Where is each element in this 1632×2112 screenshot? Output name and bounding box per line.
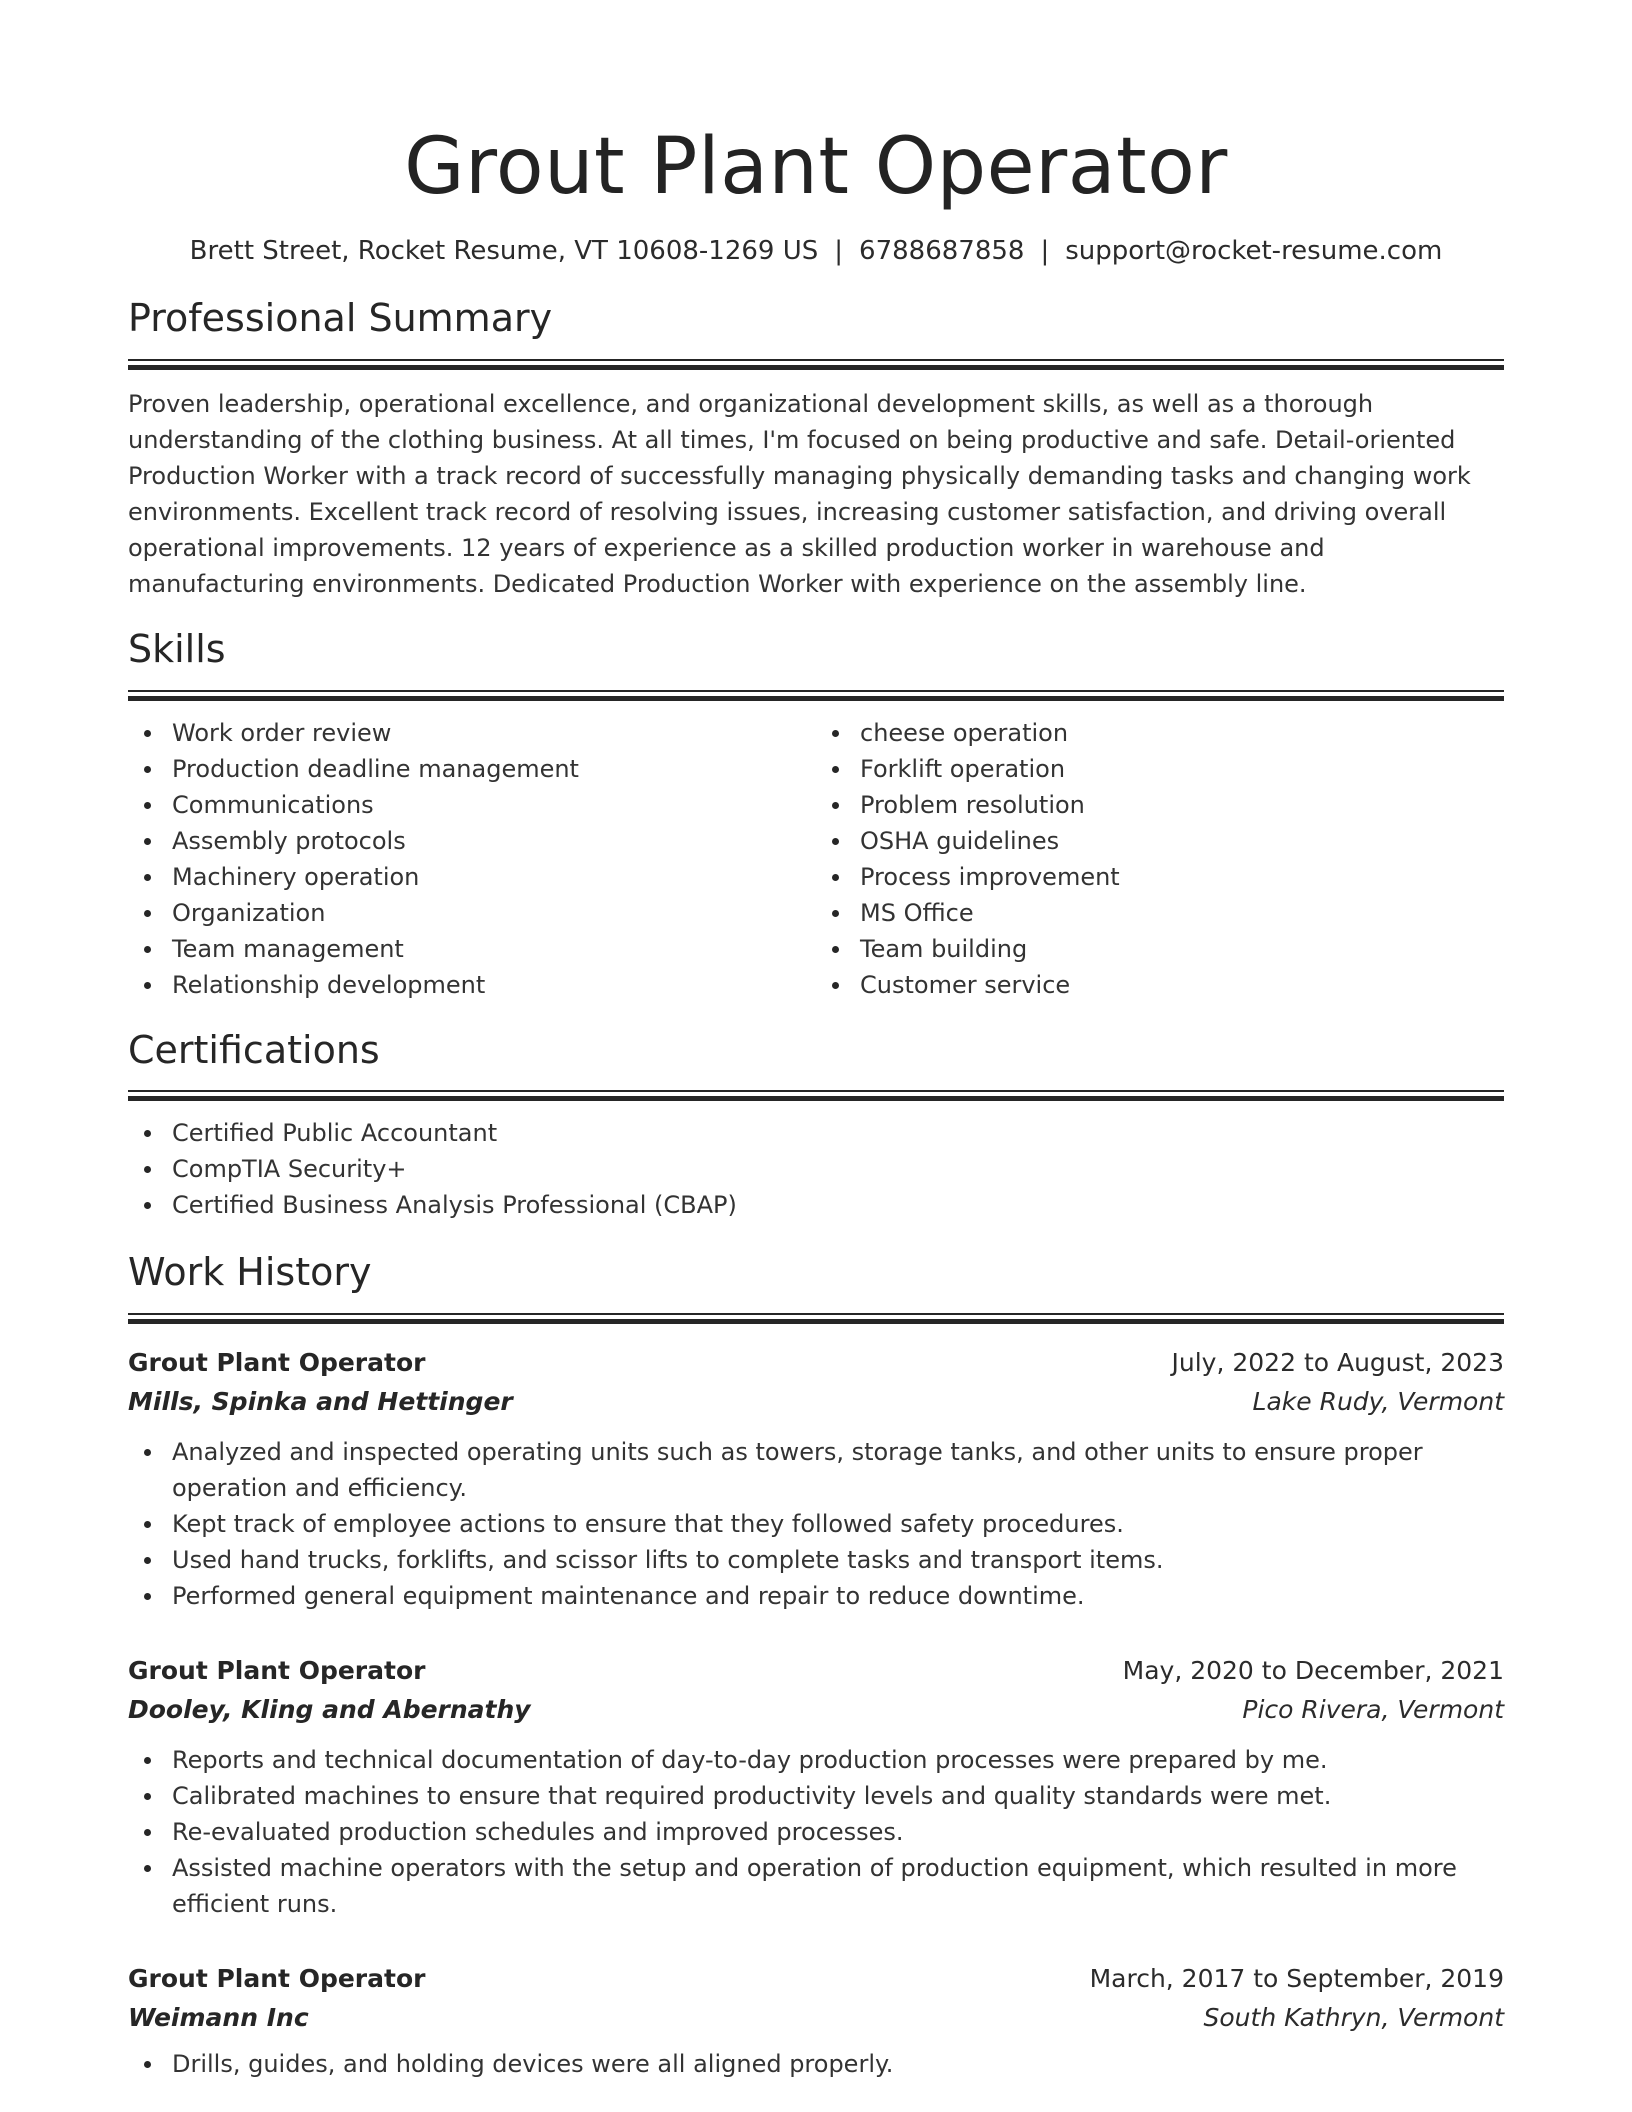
summary-heading: Professional Summary [128, 296, 553, 341]
skill-item: Machinery operation [128, 859, 816, 895]
job-duty-item: Re-evaluated production schedules and improved processes. [128, 1814, 1504, 1850]
certifications-list [128, 1115, 1504, 1223]
skill-item: MS Office [816, 895, 1504, 931]
skill-item: Communications [128, 787, 816, 823]
certification-item: CompTIA Security+ [128, 1151, 1504, 1187]
job-title: Grout Plant Operator [128, 1655, 426, 1685]
job-company-row [128, 1690, 1504, 1730]
contact-separator: | [1040, 236, 1050, 266]
job-dates: May, 2020 to December, 2021 [1122, 1655, 1504, 1685]
job-company-row [128, 1998, 1504, 2038]
contact-email: support@rocket-resume.com [1065, 236, 1443, 266]
contact-phone: 6788687858 [859, 236, 1025, 266]
job-location: Lake Rudy, Vermont [1252, 1386, 1504, 1416]
skills-grid [128, 715, 1504, 1003]
job-header-row [128, 1960, 1504, 1998]
job-header-row [128, 1652, 1504, 1690]
work-history-heading: Work History [128, 1250, 372, 1295]
section-divider [128, 690, 1504, 701]
job-location: Pico Rivera, Vermont [1242, 1694, 1504, 1724]
certifications-heading: Certifications [128, 1027, 380, 1072]
job-duty-item: Reports and technical documentation of day-to-day production processes were prepared by me. [128, 1742, 1504, 1778]
job-duty-item: Assisted machine operators with the setup and operation of production equipment, which resulted in more efficient runs. [128, 1850, 1504, 1922]
skill-item: Team management [128, 931, 816, 967]
job-duties-list [128, 2046, 1504, 2082]
skills-list-left [128, 715, 816, 1003]
job-header-row [128, 1344, 1504, 1382]
job-duty-item: Calibrated machines to ensure that required productivity levels and quality standards were met. [128, 1778, 1504, 1814]
skill-item: Production deadline management [128, 751, 816, 787]
job-duty-item: Analyzed and inspected operating units such as towers, storage tanks, and other units to ensure proper operation and efficiency. [128, 1434, 1504, 1506]
work-history-section [128, 1251, 1504, 2082]
summary-section [128, 297, 1504, 602]
page-title: Grout Plant Operator [404, 122, 1228, 212]
contact-address: Brett Street, Rocket Resume, VT 10608-1269 US [189, 236, 819, 266]
skill-item: OSHA guidelines [816, 823, 1504, 859]
job-duties-list [128, 1742, 1504, 1922]
skill-item: Team building [816, 931, 1504, 967]
skills-list-right [816, 715, 1504, 1003]
section-divider [128, 1090, 1504, 1101]
skill-item: Customer service [816, 967, 1504, 1003]
certification-item: Certified Public Accountant [128, 1115, 1504, 1151]
job-duty-item: Performed general equipment maintenance and repair to reduce downtime. [128, 1578, 1504, 1614]
job-dates: July, 2022 to August, 2023 [1171, 1347, 1504, 1377]
job-duty-item: Drills, guides, and holding devices were all aligned properly. [128, 2046, 1504, 2082]
section-divider [128, 1313, 1504, 1324]
job-duties-list [128, 1434, 1504, 1614]
job-location: South Kathryn, Vermont [1203, 2002, 1504, 2032]
skill-item: Process improvement [816, 859, 1504, 895]
skill-item: Relationship development [128, 967, 816, 1003]
job-title: Grout Plant Operator [128, 1963, 426, 1993]
contact-line [128, 236, 1504, 267]
job-company: Dooley, Kling and Abernathy [128, 1694, 531, 1724]
certifications-section [128, 1029, 1504, 1224]
job-company: Mills, Spinka and Hettinger [128, 1386, 513, 1416]
summary-text: Proven leadership, operational excellence, and organizational development skills, as well as a thorough understanding of the clothing business. At all times, I'm focused on being productive and safe. Detail-oriented Production Worker with a track record of successfully managing physically demanding tasks and changing work environments. Excellent track record of resolving issues, increasing customer satisfaction, and driving overall operational improvements. 12 years of experience as a skilled production worker in warehouse and manufacturing environments. Dedicated Production Worker with experience on the assembly line. [128, 389, 1471, 598]
skill-item: Assembly protocols [128, 823, 816, 859]
job-company: Weimann Inc [128, 2002, 309, 2032]
skill-item: Organization [128, 895, 816, 931]
skills-section [128, 628, 1504, 1003]
job-dates: March, 2017 to September, 2019 [1089, 1963, 1504, 1993]
job-duty-item: Kept track of employee actions to ensure that they followed safety procedures. [128, 1506, 1504, 1542]
certification-item: Certified Business Analysis Professional (CBAP) [128, 1187, 1504, 1223]
job-company-row [128, 1382, 1504, 1422]
job-duty-item: Used hand trucks, forklifts, and scissor lifts to complete tasks and transport items. [128, 1542, 1504, 1578]
job-entry [128, 1652, 1504, 1922]
section-divider [128, 359, 1504, 370]
skill-item: Forklift operation [816, 751, 1504, 787]
job-entry [128, 1344, 1504, 1614]
skill-item: cheese operation [816, 715, 1504, 751]
skill-item: Work order review [128, 715, 816, 751]
skill-item: Problem resolution [816, 787, 1504, 823]
contact-separator: | [834, 236, 844, 266]
skills-heading: Skills [128, 626, 226, 671]
job-entry [128, 1960, 1504, 2082]
job-title: Grout Plant Operator [128, 1347, 426, 1377]
